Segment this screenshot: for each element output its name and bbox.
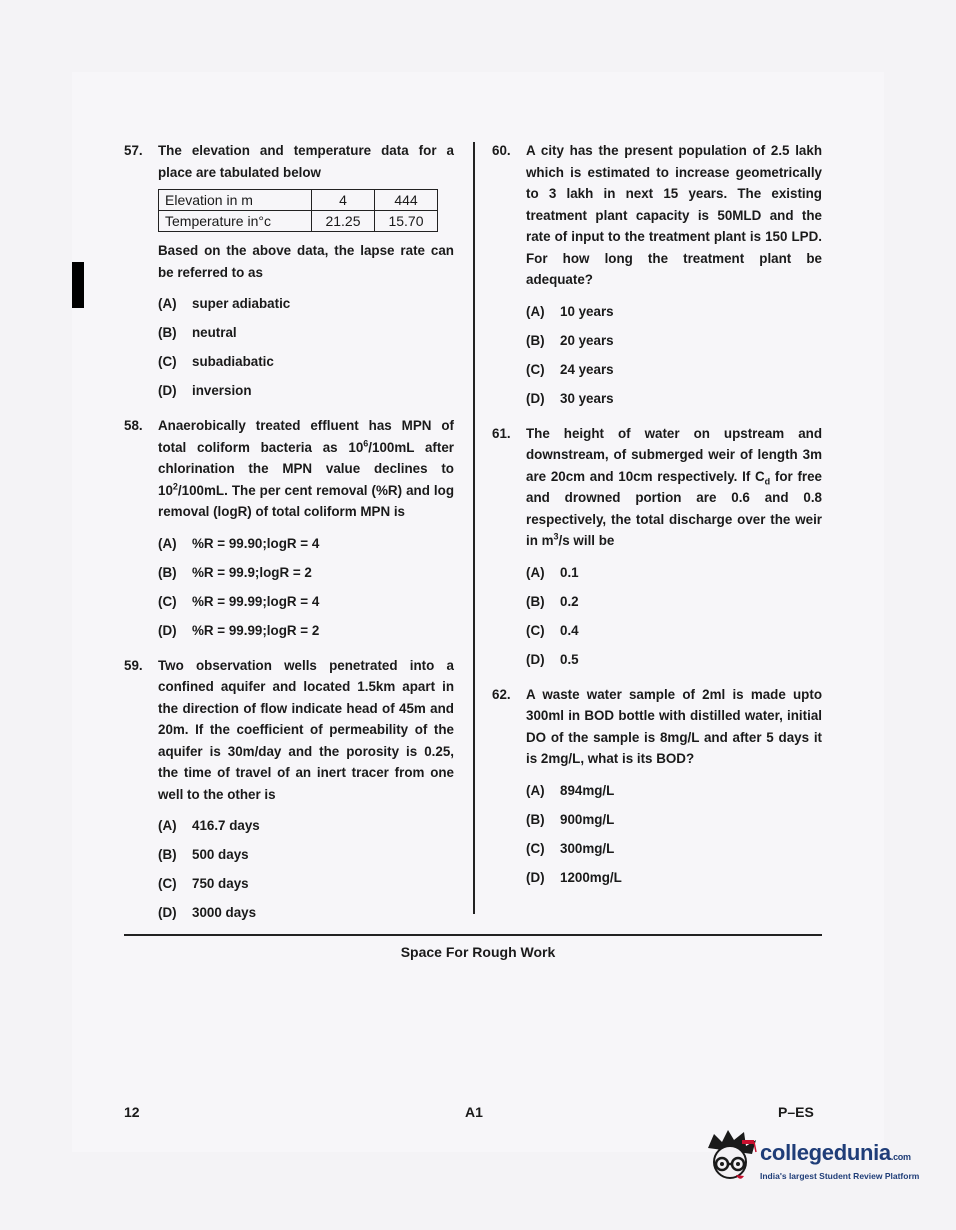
option-label: (C) bbox=[526, 622, 545, 638]
option-label: (B) bbox=[158, 325, 177, 340]
option-text: 900mg/L bbox=[560, 811, 615, 827]
option-text: %R = 99.99;logR = 2 bbox=[192, 622, 320, 638]
option-label: (A) bbox=[526, 564, 545, 580]
elevation-temperature-table bbox=[158, 189, 438, 232]
option-c[interactable] bbox=[526, 355, 822, 384]
question-text: Two observation wells penetrated into a confined aquifer and located 1.5km apart in the direction of flow indicate head of 45m and 20m. If the coefficient of permeability of the aquifer is 30m/day and the porosity is 0.25, the time of travel of an inert tracer from one well to the other is bbox=[158, 657, 454, 802]
option-text: neutral bbox=[192, 325, 237, 340]
options-list bbox=[526, 558, 822, 674]
option-label: (A) bbox=[158, 296, 177, 311]
option-text: 500 days bbox=[192, 847, 249, 862]
option-label: (A) bbox=[158, 535, 177, 551]
options-list bbox=[158, 811, 454, 927]
booklet-code: A1 bbox=[465, 1104, 483, 1120]
option-label: (C) bbox=[158, 354, 177, 369]
option-text: 750 days bbox=[192, 876, 249, 891]
question-62 bbox=[492, 684, 822, 892]
table-cell: 444 bbox=[375, 190, 438, 211]
table-cell: 21.25 bbox=[312, 211, 375, 232]
option-text: 0.4 bbox=[560, 622, 579, 638]
page-number: 12 bbox=[124, 1104, 140, 1120]
bottom-rule bbox=[124, 934, 822, 936]
option-label: (D) bbox=[158, 383, 177, 398]
option-text: 0.5 bbox=[560, 651, 579, 667]
option-label: (A) bbox=[158, 818, 177, 833]
option-c[interactable] bbox=[158, 347, 454, 376]
option-label: (C) bbox=[158, 593, 177, 609]
option-c[interactable] bbox=[526, 616, 822, 645]
option-text: %R = 99.9;logR = 2 bbox=[192, 564, 312, 580]
option-label: (B) bbox=[526, 593, 545, 609]
option-label: (C) bbox=[526, 840, 545, 856]
option-text: 0.2 bbox=[560, 593, 579, 609]
option-label: (A) bbox=[526, 782, 545, 798]
margin-mark bbox=[72, 262, 84, 308]
brand-name: collegedunia.com bbox=[760, 1140, 911, 1165]
table-cell: 15.70 bbox=[375, 211, 438, 232]
option-text: 10 years bbox=[560, 303, 614, 319]
option-text: inversion bbox=[192, 383, 252, 398]
option-label: (D) bbox=[526, 651, 545, 667]
option-text: %R = 99.99;logR = 4 bbox=[192, 593, 320, 609]
question-57 bbox=[124, 140, 454, 405]
question-text: The height of water on upstream and downstream, of submerged weir of length 3m are 20cm and 10cm respectively. If $C_d$ for free and drowned portion are 0.6 and 0.8 respectively, the total discharge over the weir in $m^3/s$ will be bbox=[526, 425, 823, 548]
option-a[interactable] bbox=[526, 297, 822, 326]
column-divider bbox=[473, 142, 475, 914]
brand-tagline: India's largest Student Review Platform bbox=[760, 1171, 920, 1181]
option-label: (C) bbox=[158, 876, 177, 891]
rough-work-heading: Space For Rough Work bbox=[400, 944, 556, 960]
question-text: The elevation and temperature data for a place are tabulated below bbox=[158, 143, 454, 180]
question-text: Anaerobically treated effluent has MPN of total coliform bacteria as $10^6/100mL$ after chlorination the MPN value declines to $10^2/100mL$. The per cent removal (%R) and log removal (logR) of total coliform MPN is bbox=[158, 418, 454, 519]
option-a[interactable] bbox=[526, 558, 822, 587]
option-label: (B) bbox=[158, 847, 177, 862]
option-d[interactable] bbox=[158, 376, 454, 405]
question-61 bbox=[492, 423, 822, 674]
question-number: 57. bbox=[124, 143, 143, 158]
table-cell: Elevation in m bbox=[159, 190, 312, 211]
option-text: 24 years bbox=[560, 361, 614, 377]
question-text-continued: Based on the above data, the lapse rate can be referred to as bbox=[158, 243, 454, 280]
option-a[interactable] bbox=[158, 289, 454, 318]
option-text: 1200mg/L bbox=[560, 869, 622, 885]
question-number: 60. bbox=[492, 143, 511, 158]
option-label: (D) bbox=[526, 390, 545, 406]
option-label: (A) bbox=[526, 303, 545, 319]
option-text: %R = 99.90;logR = 4 bbox=[192, 535, 320, 551]
option-text: 3000 days bbox=[192, 905, 257, 920]
options-list bbox=[526, 297, 822, 413]
option-d[interactable] bbox=[158, 616, 454, 645]
left-column bbox=[124, 140, 454, 927]
options-list bbox=[526, 776, 822, 892]
option-text: 416.7 days bbox=[192, 818, 260, 833]
option-text: 894mg/L bbox=[560, 782, 615, 798]
question-number: 58. bbox=[124, 418, 143, 433]
option-text: 300mg/L bbox=[560, 840, 615, 856]
option-text: subadiabatic bbox=[192, 354, 274, 369]
option-c[interactable] bbox=[158, 869, 454, 898]
option-label: (B) bbox=[526, 332, 545, 348]
option-c[interactable] bbox=[526, 834, 822, 863]
question-text: A waste water sample of 2ml is made upto 300ml in BOD bottle with distilled water, initial DO of the sample is 8mg/L and after 5 days it is 2mg/L, what is its BOD? bbox=[526, 686, 822, 766]
option-d[interactable] bbox=[526, 645, 822, 674]
option-text: 20 years bbox=[560, 332, 614, 348]
question-number: 62. bbox=[492, 686, 511, 702]
question-number: 59. bbox=[124, 657, 143, 673]
right-column bbox=[492, 140, 822, 892]
options-list bbox=[158, 289, 454, 405]
option-a[interactable] bbox=[158, 811, 454, 840]
option-label: (B) bbox=[526, 811, 545, 827]
option-b[interactable] bbox=[158, 558, 454, 587]
option-label: (C) bbox=[526, 361, 545, 377]
question-60 bbox=[492, 140, 822, 413]
option-b[interactable] bbox=[526, 805, 822, 834]
option-a[interactable] bbox=[526, 776, 822, 805]
option-label: (D) bbox=[158, 622, 177, 638]
series-code: P–ES bbox=[778, 1104, 814, 1120]
option-label: (B) bbox=[158, 564, 177, 580]
options-list bbox=[158, 529, 454, 645]
option-d[interactable] bbox=[526, 863, 822, 892]
option-d[interactable] bbox=[526, 384, 822, 413]
option-label: (D) bbox=[158, 905, 177, 920]
option-text: 30 years bbox=[560, 390, 614, 406]
option-a[interactable] bbox=[158, 529, 454, 558]
option-b[interactable] bbox=[158, 840, 454, 869]
option-text: 0.1 bbox=[560, 564, 579, 580]
question-59 bbox=[124, 655, 454, 928]
table-cell: Temperature in°c bbox=[159, 211, 312, 232]
question-number: 61. bbox=[492, 425, 511, 441]
option-label: (D) bbox=[526, 869, 545, 885]
table-cell: 4 bbox=[312, 190, 375, 211]
question-58 bbox=[124, 415, 454, 645]
option-b[interactable] bbox=[526, 326, 822, 355]
option-d[interactable] bbox=[158, 898, 454, 927]
option-c[interactable] bbox=[158, 587, 454, 616]
option-b[interactable] bbox=[158, 318, 454, 347]
option-text: super adiabatic bbox=[192, 296, 291, 311]
option-b[interactable] bbox=[526, 587, 822, 616]
question-text: A city has the present population of 2.5 lakh which is estimated to increase geometrically to 3 lakh in next 15 years. The existing treatment plant capacity is 50MLD and the rate of input to the treatment plant is 150 LPD. For how long the treatment plant be adequate? bbox=[526, 143, 822, 287]
